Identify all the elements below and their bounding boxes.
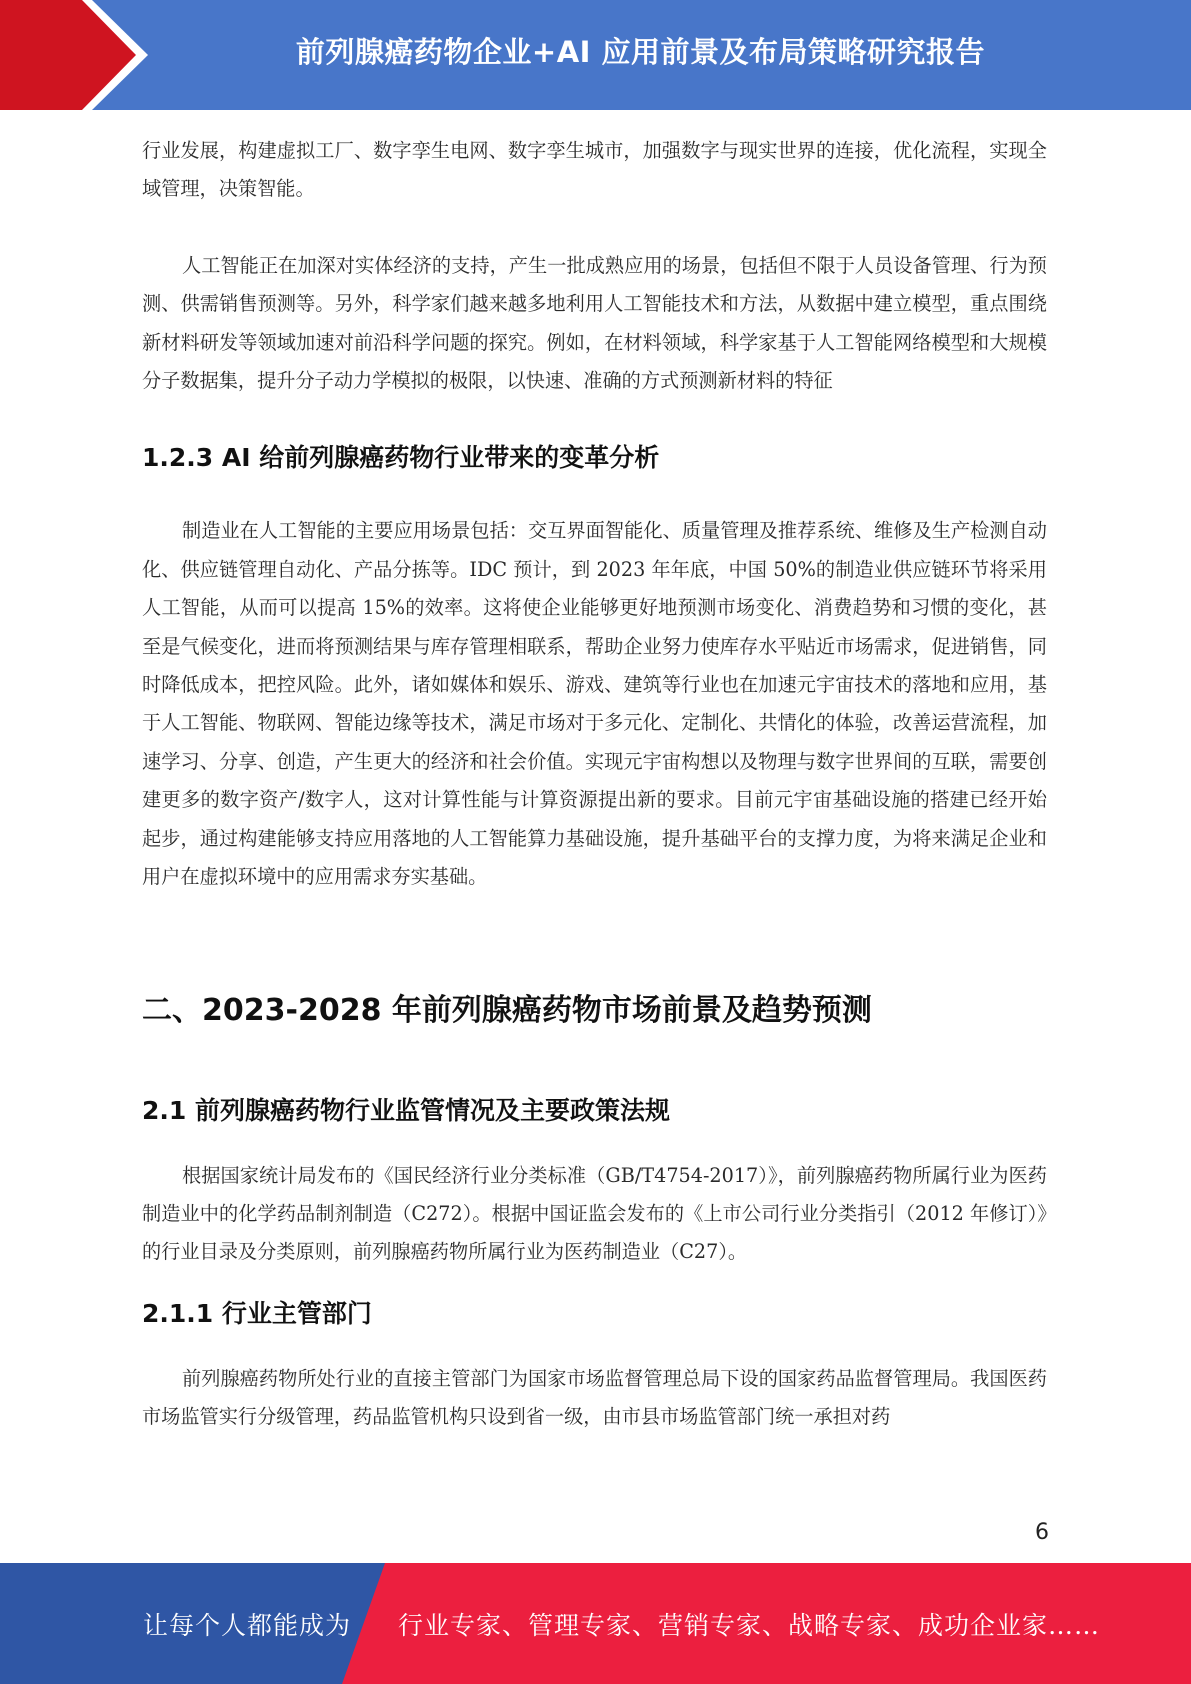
paragraph-continuation: 行业发展，构建虚拟工厂、数字孪生电网、数字孪生城市，加强数字与现实世界的连接，优化流程，实现全域管理，决策智能。 <box>142 139 1047 201</box>
page-number: 6 <box>1035 1520 1049 1545</box>
paragraph-manufacturing-ai: 制造业在人工智能的主要应用场景包括：交互界面智能化、质量管理及推荐系统、维修及生产检测自动化、供应链管理自动化、产品分拣等。IDC 预计，到 2023 年年底，中国 50%的制造业供应链环节将采用人工智能，从而可以提高 15%的效率。这将使企业能够更好地预测市场变化、消费趋势和习惯的变化，甚至是气候变化，进而将预测结果与库存管理相联系，帮助企业努力使库存水平贴近市场需求，促进销售，同时降低成本，把控风险。此外，诸如媒体和娱乐、游戏、建筑等行业也在加速元宇宙技术的落地和应用，基于人工智能、物联网、智能边缘等技术，满足市场对于多元化、定制化、共情化的体验，改善运营流程，加速学习、分享、创造，产生更大的经济和社会价值。实现元宇宙构想以及物理与数字世界间的互联，需要创建更多的数字资产/数字人，这对计算性能与计算资源提出新的要求。目前元宇宙基础设施的搭建已经开始起步，通过构建能够支持应用落地的人工智能算力基础设施，提升基础平台的支撑力度，为将来满足企业和用户在虚拟环境中的应用需求夯实基础。 <box>142 519 1047 889</box>
page-content <box>142 132 1047 1437</box>
page-header <box>0 0 1191 110</box>
paragraph-ai-real-economy: 人工智能正在加深对实体经济的支持，产生一批成熟应用的场景，包括但不限于人员设备管理、行为预测、供需销售预测等。另外，科学家们越来越多地利用人工智能技术和方法，从数据中建立模型，重点围绕新材料研发等领域加速对前沿科学问题的探究。例如，在材料领域，科学家基于人工智能网络模型和大规模分子数据集，提升分子动力学模拟的极限，以快速、准确的方式预测新材料的特征 <box>142 253 1047 393</box>
section-heading-2-1: 2.1 前列腺癌药物行业监管情况及主要政策法规 <box>142 1095 670 1125</box>
page-footer <box>0 1563 1191 1684</box>
paragraph-industry-classification: 根据国家统计局发布的《国民经济行业分类标准（GB/T4754-2017）》，前列腺癌药物所属行业为医药制造业中的化学药品制剂制造（C272）。根据中国证监会发布的《上市公司行业分类指引（2012 年修订）》的行业目录及分类原则，前列腺癌药物所属行业为医药制造业（C27）。 <box>142 1163 1047 1264</box>
report-title: 前列腺癌药物企业+AI 应用前景及布局策略研究报告 <box>295 34 986 69</box>
section-heading-2-1-1: 2.1.1 行业主管部门 <box>142 1298 372 1328</box>
footer-slogan-right: 行业专家、管理专家、营销专家、战略专家、成功企业家…… <box>398 1610 1101 1640</box>
paragraph-regulator: 前列腺癌药物所处行业的直接主管部门为国家市场监督管理总局下设的国家药品监督管理局。我国医药市场监管实行分级管理，药品监管机构只设到省一级，由市县市场监管部门统一承担对药 <box>142 1366 1047 1429</box>
section-heading-1-2-3: 1.2.3 AI 给前列腺癌药物行业带来的变革分析 <box>142 443 660 473</box>
footer-slogan-left: 让每个人都能成为 <box>143 1610 352 1640</box>
chapter-heading-2: 二、2023-2028 年前列腺癌药物市场前景及趋势预测 <box>142 992 872 1028</box>
